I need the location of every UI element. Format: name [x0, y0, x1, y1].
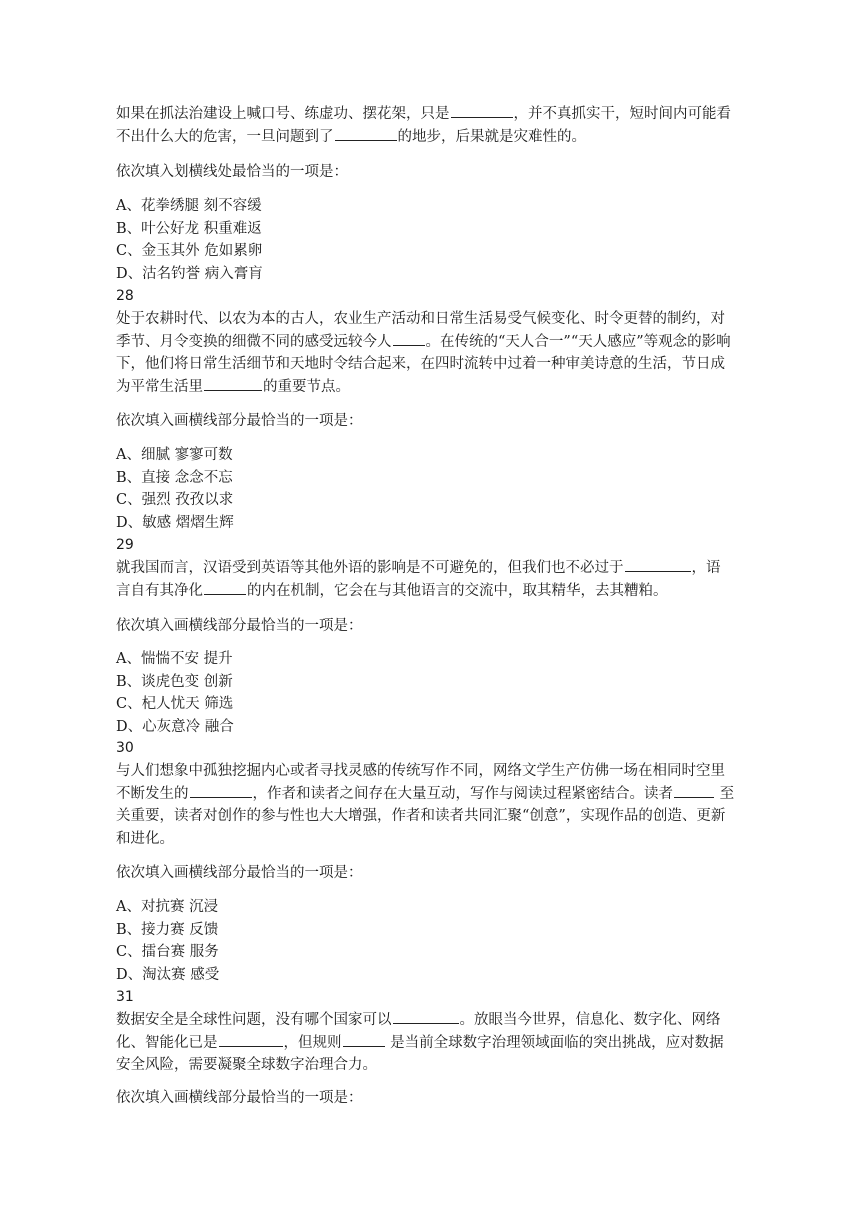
q28-option-c[interactable]: C、强烈 孜孜以求: [116, 492, 234, 508]
q31-stem: [116, 1009, 806, 1077]
q29-stem-text: 的内在机制，它会在与其他语言的交流中，取其精华，去其糟粕。: [247, 582, 668, 599]
q30-stem-text: 和进化。: [116, 830, 174, 847]
q31-blank-1[interactable]: [393, 1009, 459, 1024]
q29-stem: [116, 557, 806, 602]
q30-stem-text: ，作者和读者之间存在大量互动，写作与阅读过程紧密结合。读者: [252, 785, 673, 802]
q27-prompt: 依次填入划横线处最恰当的一项是：: [116, 164, 348, 180]
q27-option-c[interactable]: C、金玉其外 危如累卵: [116, 243, 263, 259]
q30-blank-2[interactable]: [674, 783, 714, 798]
q28-stem-text: 下，他们将日常生活细节和天地时令结合起来，在四时流转中过着一种审美诗意的生活，节日成: [116, 356, 725, 372]
q30-stem-text: 与人们想象中孤独挖掘内心或者寻找灵感的传统写作不同，网络文学生产仿佛一场在相同时空里: [116, 763, 725, 779]
q27-options: [116, 195, 806, 285]
q27-option-a[interactable]: A、花拳绣腿 刻不容缓: [116, 198, 262, 214]
q29-options: [116, 648, 806, 738]
q29-option-a[interactable]: A、惴惴不安 提升: [116, 651, 233, 667]
q28-stem-text: 的重要节点。: [263, 378, 350, 395]
q28-option-d[interactable]: D、敏感 熠熠生辉: [116, 514, 234, 531]
q30-stem: [116, 760, 816, 850]
q29-stem-text: 言自有其净化: [116, 582, 203, 599]
q30-options: [116, 896, 806, 986]
q30-stem-text: 关重要，读者对创作的参与性也大大增强，作者和读者共同汇聚“创意”，实现作品的创造、更新: [116, 808, 726, 824]
q29-stem-text: ，语: [691, 560, 721, 576]
q30-prompt: 依次填入画横线部分最恰当的一项是：: [116, 865, 363, 881]
q28-blank-1[interactable]: [393, 331, 425, 346]
q31-number: 31: [116, 989, 134, 1005]
q28-options: [116, 444, 806, 534]
q30-stem-text: 不断发生的: [116, 785, 189, 802]
q27-option-b[interactable]: B、叶公好龙 积重难返: [116, 220, 262, 237]
q31-blank-3[interactable]: [343, 1032, 385, 1047]
q30-option-d[interactable]: D、淘汰赛 感受: [116, 966, 220, 983]
q30-stem-text: 至: [715, 785, 735, 802]
q30-option-b[interactable]: B、接力赛 反馈: [116, 921, 219, 938]
q28-stem-text: 。在传统的“天人合一”“天人感应”等观念的影响: [425, 333, 731, 350]
q27-stem-text: 不出什么大的危害，一旦问题到了: [116, 128, 334, 145]
q31-blank-2[interactable]: [219, 1032, 283, 1047]
q31-prompt: 依次填入画横线部分最恰当的一项是：: [116, 1090, 363, 1106]
q31-stem-text: 数据安全是全球性问题，没有哪个国家可以: [116, 1012, 392, 1028]
q31-stem-text: 化、智能化已是: [116, 1034, 218, 1051]
q28-option-b[interactable]: B、直接 念念不忘: [116, 469, 233, 486]
q27-stem-text: ，并不真抓实干，短时间内可能看: [513, 106, 731, 122]
q29-blank-1[interactable]: [625, 557, 691, 572]
q29-blank-2[interactable]: [204, 580, 246, 595]
q27-stem-text: 的地步，后果就是灾难性的。: [397, 128, 586, 145]
q29-option-c[interactable]: C、杞人忧天 筛选: [116, 696, 234, 712]
q31-stem-text: 是当前全球数字治理领域面临的突出挑战，应对数据: [385, 1034, 724, 1051]
q31-stem-text: 。放眼当今世界，信息化、数字化、网络: [459, 1012, 721, 1028]
q27-blank-1[interactable]: [451, 103, 513, 118]
q30-number: 30: [116, 740, 134, 756]
q27-option-d[interactable]: D、沽名钓誉 病入膏肓: [116, 265, 263, 282]
q28-stem-text: 处于农耕时代、以农为本的古人，农业生产活动和日常生活易受气候变化、时令更替的制约，对: [116, 311, 725, 327]
q31-stem-text: 安全风险，需要凝聚全球数字治理合力。: [116, 1057, 377, 1073]
q28-prompt: 依次填入画横线部分最恰当的一项是：: [116, 413, 363, 429]
q29-number: 29: [116, 537, 134, 553]
q27-stem-text: 如果在抓法治建设上喊口号、练虚功、摆花架，只是: [116, 106, 450, 122]
q28-option-a[interactable]: A、细腻 寥寥可数: [116, 447, 233, 463]
q27-stem: [116, 103, 806, 148]
q30-option-c[interactable]: C、擂台赛 服务: [116, 944, 219, 960]
q30-option-a[interactable]: A、对抗赛 沉浸: [116, 899, 219, 915]
q29-option-d[interactable]: D、心灰意冷 融合: [116, 718, 234, 735]
q31-stem-text: ，但规则: [283, 1034, 342, 1051]
q30-blank-1[interactable]: [190, 783, 252, 798]
q28-number: 28: [116, 288, 134, 304]
q28-stem-text: 为平常生活里: [116, 378, 203, 395]
q29-prompt: 依次填入画横线部分最恰当的一项是：: [116, 618, 363, 634]
q28-stem: [116, 308, 816, 398]
q27-blank-2[interactable]: [335, 126, 397, 141]
q28-stem-text: 季节、月令变换的细微不同的感受远较今人: [116, 333, 392, 350]
q29-stem-text: 就我国而言，汉语受到英语等其他外语的影响是不可避免的，但我们也不必过于: [116, 560, 624, 576]
q28-blank-2[interactable]: [204, 376, 262, 391]
q29-option-b[interactable]: B、谈虎色变 创新: [116, 673, 233, 690]
